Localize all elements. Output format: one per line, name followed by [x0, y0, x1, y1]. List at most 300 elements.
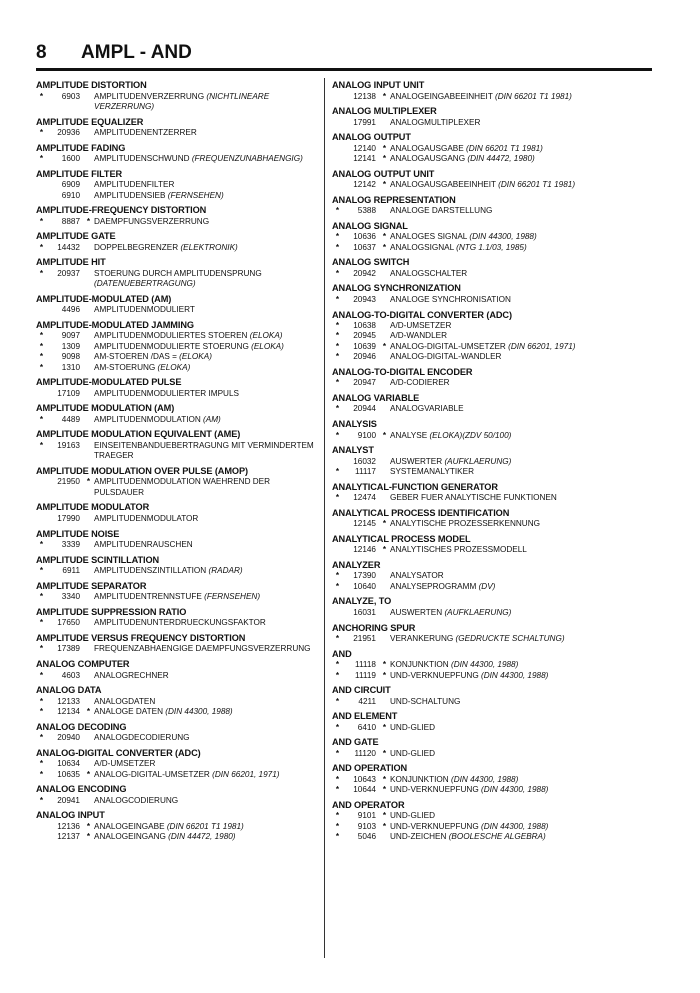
standard-marker: * [86, 821, 91, 831]
standard-marker: * [382, 670, 387, 680]
entry-number: 6410 [357, 722, 376, 732]
translation-text [390, 634, 652, 644]
entry-translation [332, 342, 652, 352]
entry-number: 10635 [57, 769, 80, 779]
translation-text [390, 206, 652, 216]
entry-translation [332, 404, 652, 414]
translation-term: ANALOGAUSGABEEINHEIT [390, 180, 496, 190]
translation-qualifier: (DIN 44300, 1988) [481, 785, 549, 795]
translation-term: A/D-UMSETZER [94, 759, 156, 769]
dictionary-entry [36, 117, 318, 139]
translation-qualifier: (DIN 66201, 1971) [212, 769, 280, 779]
standard-marker: * [382, 519, 387, 529]
star-marker: * [335, 832, 340, 842]
translation-term: ANALOGSIGNAL [390, 242, 454, 252]
translation-text [390, 545, 652, 555]
entry-translation [332, 571, 652, 581]
entry-term: ANALYZER [332, 559, 381, 570]
entry-number: 17109 [57, 388, 80, 398]
dictionary-entry [36, 205, 318, 227]
translation-term: AMPLITUDENFILTER [94, 180, 175, 190]
standard-marker [379, 295, 390, 305]
entry-number: 10634 [57, 759, 80, 769]
translation-qualifier: (GEDRUCKTE SCHALTUNG) [455, 634, 565, 644]
translation-text [390, 832, 652, 842]
dictionary-entry [332, 310, 652, 363]
entry-number: 20947 [353, 378, 376, 388]
translation-term: KONJUNKTION [390, 774, 449, 784]
dictionary-entry [332, 195, 652, 217]
entry-number: 9100 [357, 430, 376, 440]
translation-text [94, 759, 318, 769]
translation-text [390, 775, 652, 785]
entry-term: ANALYTICAL PROCESS MODEL [332, 533, 471, 544]
standard-marker: * [382, 143, 387, 153]
translation-qualifier: (ELOKA) [251, 341, 284, 351]
entry-number: 9103 [357, 821, 376, 831]
star-marker: * [335, 785, 340, 795]
entry-number: 10637 [353, 242, 376, 252]
translation-qualifier: (DIN 66201 T1 1981) [494, 91, 572, 101]
translation-text [94, 191, 318, 201]
translation-qualifier: (FREQUENZUNABHAENGIG) [191, 154, 303, 164]
dictionary-entry [36, 502, 318, 524]
translation-text [94, 477, 318, 498]
translation-text [94, 217, 318, 227]
standard-marker [379, 493, 390, 503]
entry-translation [332, 697, 652, 707]
translation-qualifier: (DIN 44300, 1988) [450, 660, 519, 670]
translation-term: AM-STOERUNG [94, 362, 156, 372]
translation-term: UND-GLIED [390, 811, 436, 821]
dictionary-entry [36, 633, 318, 655]
entry-translation [36, 832, 318, 842]
standard-marker [83, 331, 94, 341]
translation-text [390, 295, 652, 305]
entry-number: 12145 [353, 519, 376, 529]
translation-term: DOPPELBEGRENZER [94, 242, 179, 252]
translation-text [94, 331, 318, 341]
translation-qualifier: (DIN 44300, 1988) [450, 774, 519, 784]
translation-term: ANALYTISCHE PROZESSERKENNUNG [390, 519, 540, 529]
entry-number: 5388 [357, 206, 376, 216]
entry-number: 3340 [61, 592, 80, 602]
entry-translation [332, 378, 652, 388]
entry-translation [332, 206, 652, 216]
entry-term: AND ELEMENT [332, 711, 398, 722]
translation-term: AMPLITUDENRAUSCHEN [94, 540, 193, 550]
standard-marker [83, 671, 94, 681]
entry-term: ANALYZE, TO [332, 596, 392, 607]
star-marker: * [39, 91, 44, 101]
star-marker: * [39, 670, 44, 680]
entry-term: AMPLITUDE FADING [36, 142, 126, 153]
translation-term: SYSTEMANALYTIKER [390, 467, 475, 477]
entry-number: 5046 [357, 832, 376, 842]
page-number: 8 [36, 42, 47, 63]
dictionary-entry [332, 367, 652, 389]
entry-translation [36, 180, 318, 190]
standard-marker [379, 634, 390, 644]
dictionary-entry [332, 419, 652, 441]
standard-marker: * [382, 785, 387, 795]
translation-qualifier: (DIN 44472, 1980) [467, 154, 535, 164]
translation-text [94, 415, 318, 425]
translation-term: UND-VERKNUEPFUNG [390, 670, 479, 680]
standard-marker [83, 592, 94, 602]
dictionary-entry [36, 257, 318, 289]
dictionary-entry [332, 106, 652, 128]
standard-marker [83, 191, 94, 201]
star-marker: * [335, 696, 340, 706]
translation-qualifier: (DIN 66201 T1 1981) [498, 180, 576, 190]
entry-term: AMPLITUDE SEPARATOR [36, 580, 147, 591]
entry-number: 20946 [353, 352, 376, 362]
standard-marker [379, 832, 390, 842]
entry-number: 10644 [353, 785, 376, 795]
translation-term: UND-ZEICHEN [390, 832, 447, 842]
entry-translation [332, 269, 652, 279]
translation-term: ANALYSATOR [390, 571, 444, 581]
standard-marker: * [86, 769, 91, 779]
entry-term: AMPLITUDE-MODULATED PULSE [36, 377, 182, 388]
translation-term: ANALYSE [390, 430, 428, 440]
entry-number: 12137 [57, 832, 80, 842]
entry-term: AMPLITUDE EQUALIZER [36, 116, 144, 127]
entry-number: 12142 [353, 180, 376, 190]
translation-term: AMPLITUDENMODULATION WAEHREND DER PULSDAUER [94, 477, 271, 497]
entry-translation [332, 243, 652, 253]
entry-translation [36, 352, 318, 362]
entry-translation [36, 477, 318, 498]
dictionary-entry [332, 80, 652, 102]
translation-qualifier: (NTG 1.1/03, 1985) [456, 242, 527, 252]
translation-term: STOERUNG DURCH AMPLITUDENSPRUNG [94, 268, 262, 278]
star-marker [36, 389, 47, 399]
translation-text [390, 404, 652, 414]
translation-term: EINSEITENBANDUEBERTRAGUNG MIT VERMINDERTEM TRAEGER [94, 440, 314, 461]
star-marker: * [39, 696, 44, 706]
star-marker: * [335, 748, 340, 758]
entry-translation [36, 342, 318, 352]
translation-text [94, 592, 318, 602]
standard-marker: * [382, 232, 387, 242]
entry-number: 12136 [57, 821, 80, 831]
star-marker: * [39, 592, 44, 602]
entry-translation [332, 811, 652, 821]
dictionary-entry [36, 294, 318, 316]
entry-term: ANALOG INPUT [36, 810, 105, 821]
entry-translation [332, 723, 652, 733]
standard-marker [83, 352, 94, 362]
translation-text [94, 154, 318, 164]
entry-number: 1600 [61, 154, 80, 164]
dictionary-entry [332, 685, 652, 707]
entry-translation [36, 759, 318, 769]
star-marker: * [335, 581, 340, 591]
entry-translation [332, 321, 652, 331]
translation-qualifier: (DATENUEBERTRAGUNG) [94, 279, 196, 289]
translation-qualifier: (DIN 44300, 1988) [481, 821, 549, 831]
entry-number: 11120 [354, 748, 376, 758]
translation-qualifier: (ELEKTRONIK) [180, 242, 238, 252]
star-marker: * [39, 540, 44, 550]
translation-text [94, 342, 318, 352]
star-marker [332, 519, 343, 529]
entry-term: ANALOG OUTPUT [332, 132, 411, 143]
entry-translation [36, 243, 318, 253]
star-marker: * [39, 759, 44, 769]
translation-text [390, 431, 652, 441]
translation-text [390, 243, 652, 253]
entry-number: 4489 [61, 414, 80, 424]
star-marker [332, 118, 343, 128]
standard-marker [83, 415, 94, 425]
translation-term: AMPLITUDENSZINTILLATION [94, 566, 207, 576]
translation-term: ANALOGVARIABLE [390, 404, 464, 414]
star-marker [36, 180, 47, 190]
translation-text [390, 660, 652, 670]
entry-translation [332, 671, 652, 681]
entry-term: ANALOG VARIABLE [332, 392, 420, 403]
entry-number: 1310 [61, 362, 80, 372]
translation-qualifier: (NICHTLINEARE VERZERRUNG) [94, 91, 270, 111]
translation-qualifier: (AUFKLAERUNG) [444, 456, 512, 466]
star-marker [332, 545, 343, 555]
entry-translation [332, 118, 652, 128]
star-marker: * [335, 294, 340, 304]
dictionary-entry [36, 80, 318, 112]
right-column [332, 80, 652, 847]
entry-term: AMPLITUDE-FREQUENCY DISTORTION [36, 205, 207, 216]
dictionary-entry [36, 784, 318, 806]
entry-translation [36, 644, 318, 654]
entry-term: ANALOG SIGNAL [332, 220, 408, 231]
dictionary-entry [36, 529, 318, 551]
entry-term: ANALOG SYNCHRONIZATION [332, 283, 461, 294]
translation-text [94, 671, 318, 681]
dictionary-entry [332, 482, 652, 504]
entry-translation [332, 295, 652, 305]
entry-term: AMPLITUDE NOISE [36, 528, 120, 539]
standard-marker [83, 733, 94, 743]
entry-number: 20944 [353, 404, 376, 414]
translation-term: AMPLITUDENENTZERRER [94, 128, 197, 137]
dictionary-entry [332, 283, 652, 305]
dictionary-entry [36, 231, 318, 253]
star-marker: * [335, 378, 340, 388]
entry-term: ANCHORING SPUR [332, 622, 416, 633]
translation-term: UND-SCHALTUNG [390, 696, 461, 706]
entry-number: 4603 [61, 670, 80, 680]
entry-translation [332, 154, 652, 164]
entry-term: AMPLITUDE DISTORTION [36, 80, 147, 90]
entry-number: 10640 [353, 581, 376, 591]
entry-term: ANALOG REPRESENTATION [332, 194, 456, 205]
entry-term: ANALOG-DIGITAL CONVERTER (ADC) [36, 747, 201, 758]
entry-translation [36, 415, 318, 425]
entry-term: AMPLITUDE SUPPRESSION RATIO [36, 606, 187, 617]
standard-marker [379, 697, 390, 707]
column-divider [324, 78, 325, 958]
standard-marker: * [86, 477, 91, 487]
entry-number: 8887 [61, 216, 80, 226]
standard-marker [83, 92, 94, 113]
entry-number: 10638 [353, 321, 376, 331]
translation-text [390, 331, 652, 341]
standard-marker: * [382, 774, 387, 784]
translation-term: AMPLITUDENUNTERDRUECKUNGSFAKTOR [94, 618, 266, 628]
star-marker: * [335, 331, 340, 341]
entry-translation [332, 331, 652, 341]
standard-marker [379, 404, 390, 414]
translation-term: AMPLITUDENMODULATOR [94, 513, 199, 523]
translation-text [94, 180, 318, 190]
entry-term: ANALOG COMPUTER [36, 659, 130, 670]
standard-marker: * [382, 660, 387, 670]
dictionary-entry [36, 748, 318, 780]
translation-text [390, 92, 652, 102]
star-marker [332, 154, 343, 164]
entry-number: 17390 [353, 571, 376, 581]
entry-translation [36, 514, 318, 524]
star-marker: * [39, 341, 44, 351]
entry-number: 10643 [353, 774, 376, 784]
translation-text [94, 618, 318, 628]
translation-qualifier: (ELOKA) [249, 331, 283, 341]
translation-text [390, 342, 652, 352]
standard-marker: * [382, 545, 387, 555]
entry-translation [332, 545, 652, 555]
standard-marker [379, 352, 390, 362]
star-marker: * [335, 634, 340, 644]
standard-marker: * [382, 242, 387, 252]
entry-number: 20945 [353, 331, 376, 341]
entry-translation [36, 822, 318, 832]
entry-term: ANALOG INPUT UNIT [332, 80, 425, 90]
entry-translation [36, 363, 318, 373]
standard-marker [83, 154, 94, 164]
entry-translation [332, 352, 652, 362]
standard-marker [83, 540, 94, 550]
translation-term: KONJUNKTION [390, 660, 449, 670]
dictionary-entry [36, 403, 318, 425]
entry-term: ANALOG-TO-DIGITAL ENCODER [332, 366, 473, 377]
entry-term: ANALOG ENCODING [36, 784, 127, 795]
entry-term: AMPLITUDE GATE [36, 231, 116, 242]
star-marker: * [39, 618, 44, 628]
dictionary-entry [36, 810, 318, 842]
translation-text [94, 352, 318, 362]
standard-marker [83, 514, 94, 524]
translation-term: ANALOG-DIGITAL-UMSETZER [94, 769, 210, 779]
dictionary-entry [36, 659, 318, 681]
entry-number: 4496 [61, 305, 80, 315]
standard-marker [379, 206, 390, 216]
dictionary-entry [36, 607, 318, 629]
entry-term: AND CIRCUIT [332, 685, 391, 696]
star-marker: * [335, 206, 340, 216]
star-marker [36, 305, 47, 315]
dictionary-entry [332, 711, 652, 733]
standard-marker [83, 566, 94, 576]
standard-marker [83, 644, 94, 654]
entry-term: AND OPERATION [332, 763, 408, 774]
translation-text [390, 378, 652, 388]
entry-translation [332, 660, 652, 670]
standard-marker [379, 467, 390, 477]
entry-number: 19163 [57, 440, 80, 450]
star-marker: * [39, 414, 44, 424]
star-marker: * [335, 571, 340, 581]
translation-term: ANALOGDATEN [94, 696, 156, 706]
entry-term: AND [332, 648, 352, 659]
translation-qualifier: (DIN 44300, 1988) [481, 670, 549, 680]
translation-term: ANALYSEPROGRAMM [390, 581, 477, 591]
entry-term: AMPLITUDE-MODULATED (AM) [36, 293, 172, 304]
dictionary-entry [332, 560, 652, 592]
star-marker: * [39, 331, 44, 341]
entry-translation [36, 191, 318, 201]
translation-text [390, 144, 652, 154]
entry-translation [332, 144, 652, 154]
translation-term: ANALOGAUSGANG [390, 154, 466, 164]
entry-translation [332, 775, 652, 785]
entry-translation [332, 832, 652, 842]
star-marker: * [335, 341, 340, 351]
dictionary-entry [332, 800, 652, 843]
standard-marker: * [86, 707, 91, 717]
dictionary-entry [332, 393, 652, 415]
translation-qualifier: (DIN 44300, 1988) [469, 232, 537, 242]
entry-number: 17650 [57, 618, 80, 628]
entry-number: 21950 [57, 477, 80, 487]
translation-term: ANALOGE DATEN [94, 707, 164, 717]
translation-term: A/D-UMSETZER [390, 321, 452, 331]
entry-term: ANALOG OUTPUT UNIT [332, 168, 435, 179]
star-marker [332, 457, 343, 467]
star-marker: * [39, 707, 44, 717]
dictionary-entry [36, 320, 318, 373]
translation-qualifier: (ELOKA) [157, 362, 191, 372]
translation-term: ANALOGE SYNCHRONISATION [390, 294, 511, 304]
dictionary-entry [36, 169, 318, 201]
translation-term: UND-GLIED [390, 748, 436, 758]
entry-translation [36, 566, 318, 576]
translation-term: ANALOGMULTIPLEXER [390, 117, 481, 127]
dictionary-entry [332, 132, 652, 164]
star-marker: * [39, 769, 44, 779]
translation-term: AMPLITUDENMODULIERTES STOEREN [94, 331, 248, 341]
entry-translation [36, 707, 318, 717]
standard-marker: * [382, 722, 387, 732]
dictionary-entry [332, 763, 652, 795]
entry-translation [36, 618, 318, 628]
entry-number: 10636 [353, 232, 376, 242]
translation-term: AMPLITUDENSIEB [94, 190, 166, 200]
translation-text [390, 608, 652, 618]
translation-text [94, 128, 318, 138]
dictionary-entry [332, 649, 652, 681]
translation-qualifier: (DIN 66201 T1 1981) [166, 821, 244, 831]
entry-number: 16031 [353, 607, 376, 617]
left-column [36, 80, 318, 847]
translation-text [94, 269, 318, 290]
entry-translation [332, 232, 652, 242]
standard-marker [83, 759, 94, 769]
translation-text [390, 180, 652, 190]
standard-marker: * [382, 748, 387, 758]
